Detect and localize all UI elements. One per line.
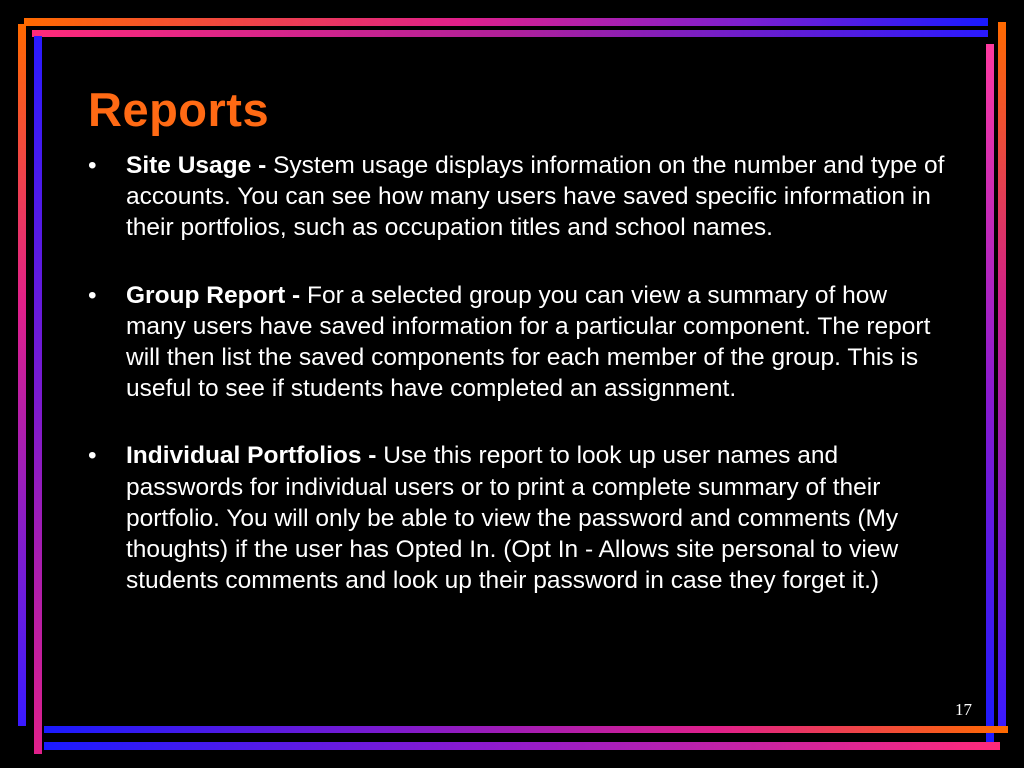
bullet-term: Individual Portfolios - [126,442,384,470]
bullet-marker: • [88,442,97,470]
frame-bar-bottom-inner [44,726,1008,733]
bullet-text: System usage displays information on the number and type of accounts. You can see how many users have saved specific information in their portfolios, such as occupation titles and school names. [126,152,945,242]
bullet-marker: • [88,281,97,309]
slide-title: Reports [88,83,270,136]
frame-bar-left-inner [34,36,42,754]
bullet-item-group-report [88,280,948,405]
frame-bar-right-outer [998,22,1006,726]
frame-bar-right-inner [986,44,994,744]
bullet-item-site-usage [88,150,948,244]
bullet-marker: • [88,152,97,179]
frame-bar-left-outer [18,24,26,726]
bullet-term: Site Usage - [126,152,274,179]
bullet-term: Group Report - [126,281,308,309]
frame-bar-bottom-outer [44,742,1000,750]
bullet-text: Use this report to look up user names and passwords for individual users or to print a complete summary of their portfolio. You will only be able to view the password and comments (My thoughts) if the user has Opted In. (Opt In - Allows site personal to view students comments and look up their password in case they forget it.) [126,442,899,595]
bullet-text: For a selected group you can view a summary of how many users have saved information for a particular component. The report will then list the saved components for each member of the group. This is useful to see if students have completed an assignment. [126,281,931,403]
bullet-item-individual-portfolios [88,440,948,596]
frame-bar-top-outer [24,18,988,26]
bullet-list [88,150,948,632]
frame-bar-top-inner [32,30,988,37]
page-number: 17 [955,700,972,719]
